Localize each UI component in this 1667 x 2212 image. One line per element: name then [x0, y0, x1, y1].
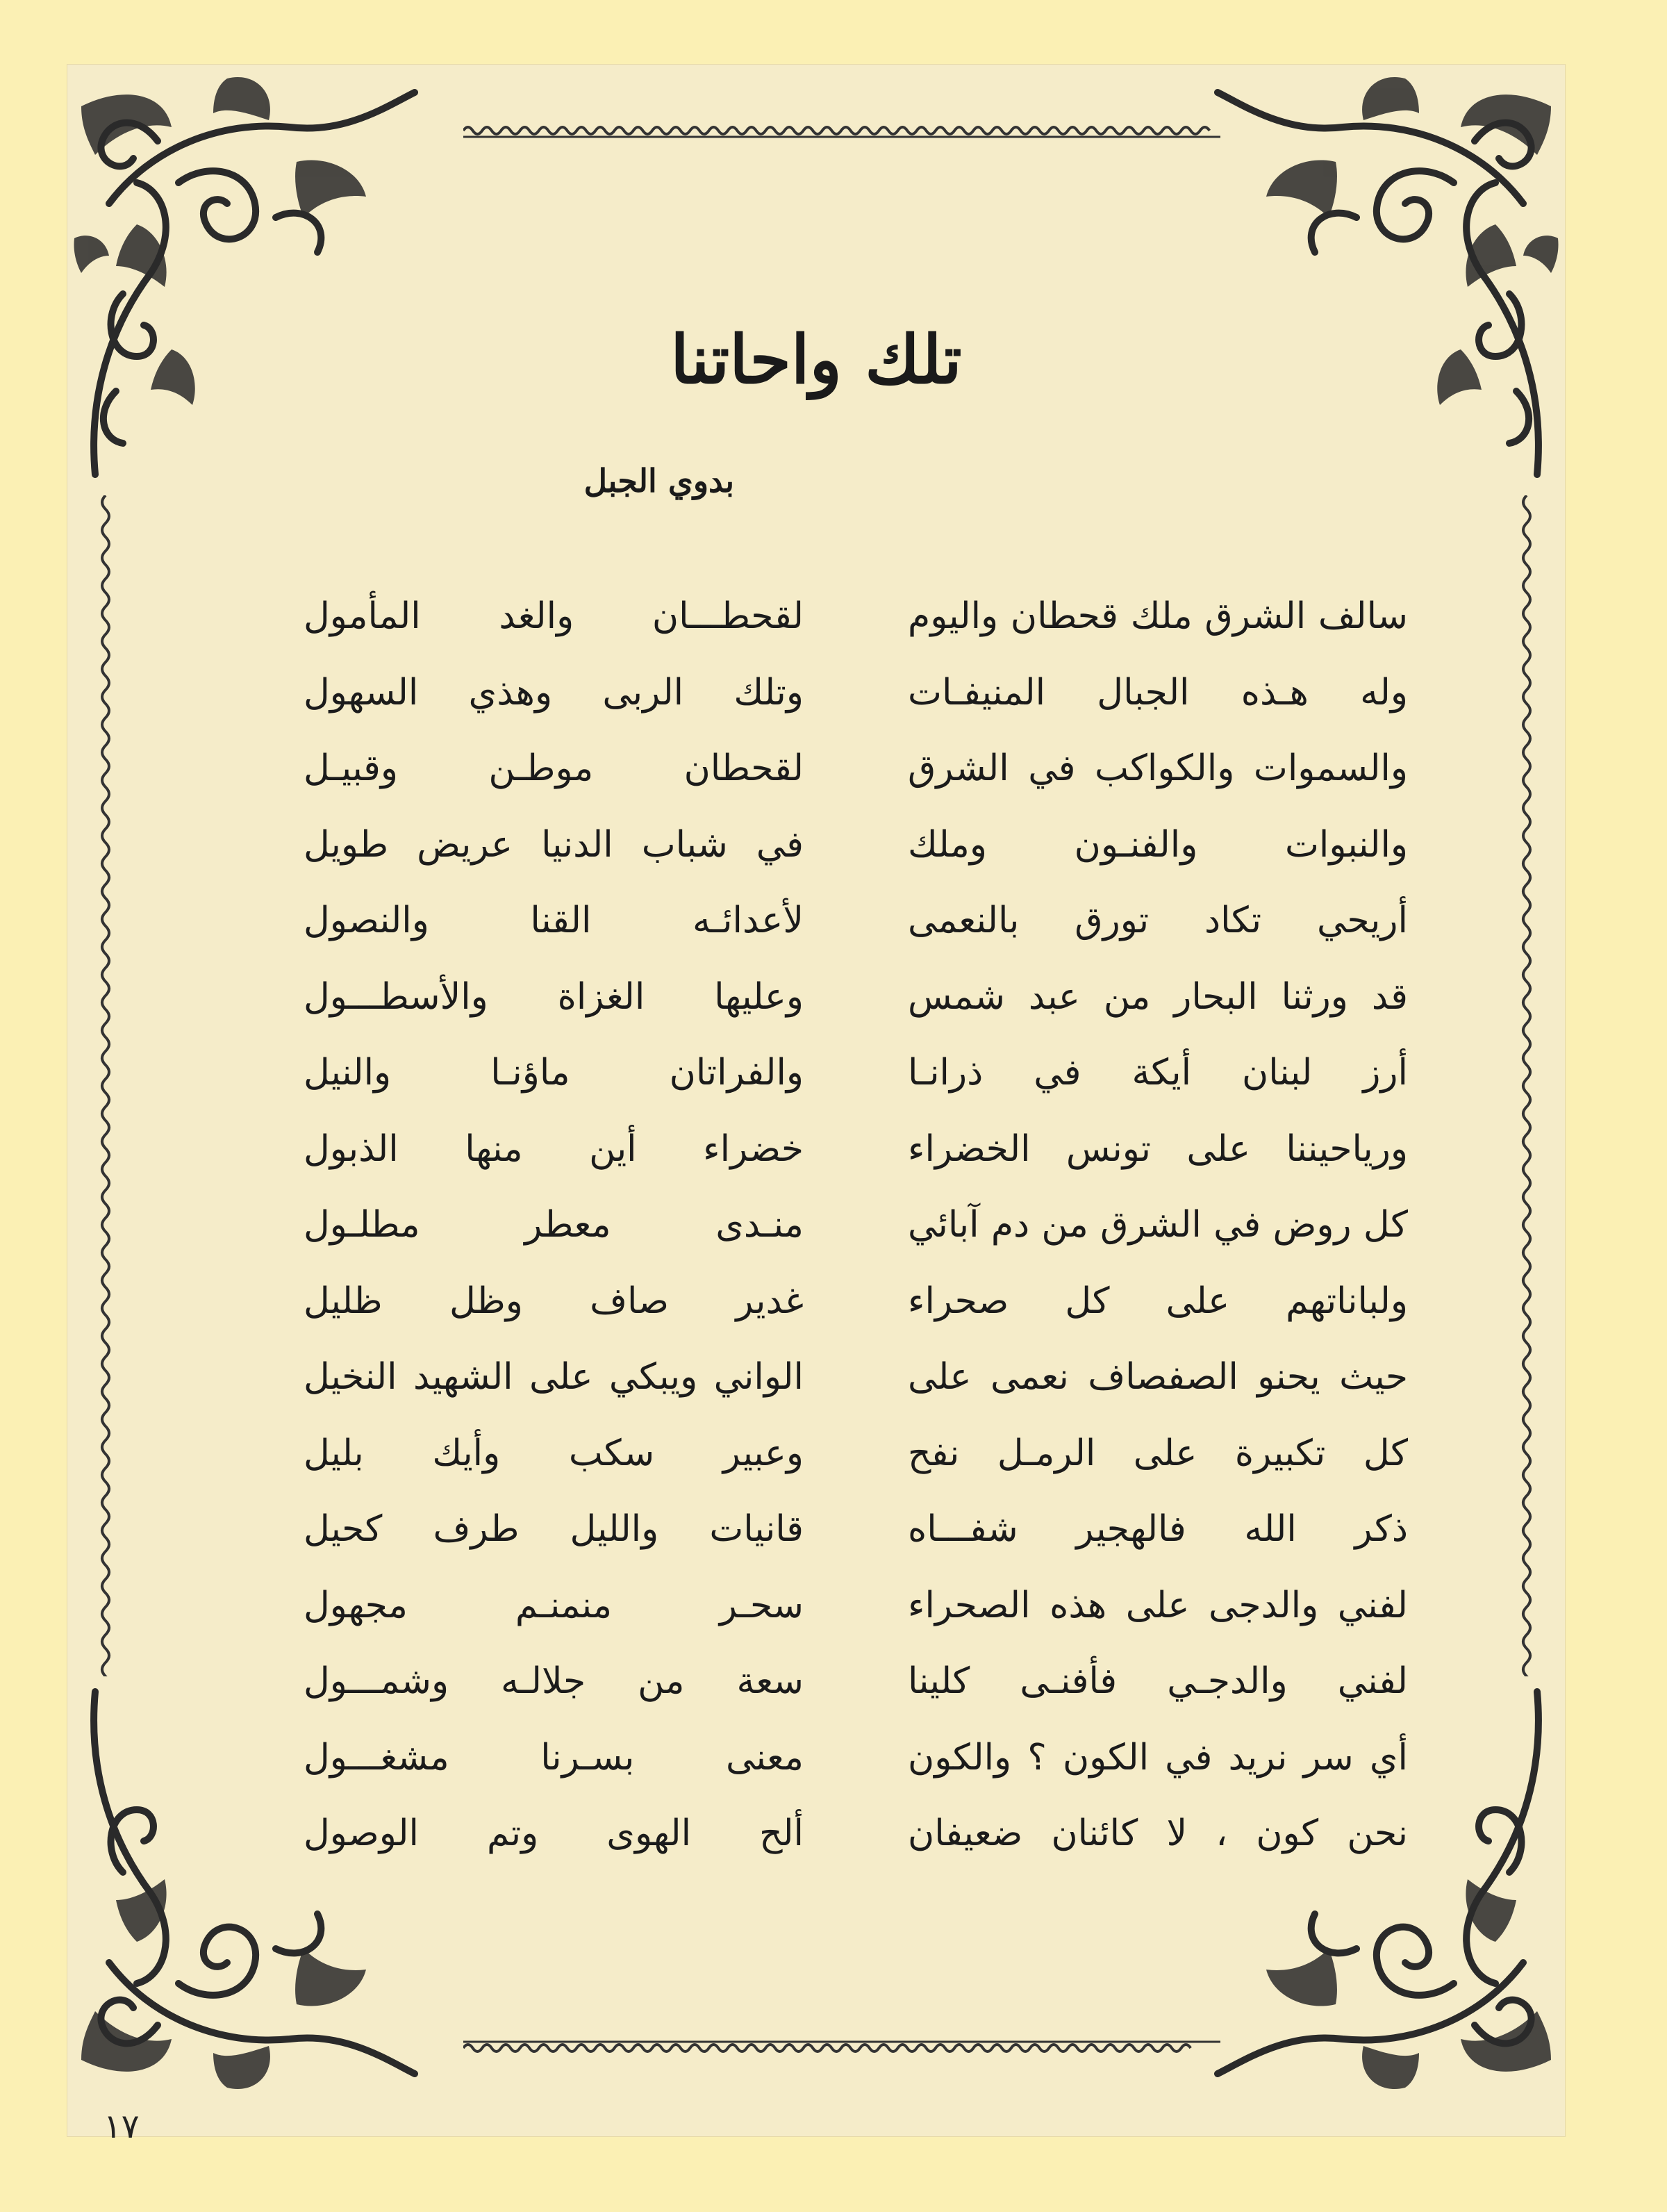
verse-second-hemistich: لأعدائـه القنا والنصول — [304, 900, 804, 941]
verse-first-hemistich: وله هـذه الجبال المنيفـات — [908, 671, 1408, 713]
corner-ornament-top-left — [67, 65, 429, 495]
verse-first-hemistich: كل تكبيرة على الرمـل نفح — [908, 1432, 1408, 1474]
verse-second-hemistich: الواني ويبكي على الشهيد النخيل — [304, 1356, 804, 1398]
verse-column-second-hemistich — [304, 579, 804, 1872]
verse-first-hemistich: قد ورثنا البحار من عبد شمس — [908, 975, 1408, 1018]
verse-first-hemistich: أي سر نريد في الكون ؟ والكون — [908, 1736, 1408, 1778]
verse-column-first-hemistich — [908, 579, 1408, 1872]
corner-ornament-top-right — [1204, 65, 1565, 495]
verse-first-hemistich: والنبوات والفنـون وملك — [908, 823, 1408, 866]
verse-second-hemistich: وعليها الغزاة والأسطـــول — [304, 975, 804, 1018]
verse-second-hemistich: سعة من جلالـه وشمـــول — [304, 1660, 804, 1702]
verse-first-hemistich: حيث يحنو الصفصاف نعمى على — [908, 1356, 1408, 1398]
floral-ornament-icon — [67, 65, 429, 495]
verse-second-hemistich: لقحطـــان والغد المأمول — [304, 595, 804, 637]
verse-second-hemistich: لقحطان موطـن وقبيـل — [304, 748, 804, 789]
verse-second-hemistich: معنى بسـرنا مشغـــول — [304, 1736, 804, 1778]
verse-second-hemistich: سحـر منمنـم مجهول — [304, 1584, 804, 1626]
floral-ornament-icon — [1204, 65, 1565, 495]
verse-second-hemistich: خضراء أين منها الذبول — [304, 1128, 804, 1170]
page-number: ١٧ — [103, 2107, 140, 2146]
verse-second-hemistich: وتلك الربى وهذي السهول — [304, 671, 804, 713]
verse-first-hemistich: أرز لبنان أيكة في ذرانـا — [908, 1052, 1408, 1093]
verse-first-hemistich: كل روض في الشرق من دم آبائي — [908, 1204, 1408, 1246]
verse-second-hemistich: والفراتان ماؤنـا والنيل — [304, 1052, 804, 1093]
page-sheet — [67, 64, 1566, 2146]
poem-title: تلك واحاتنا — [670, 320, 962, 399]
verse-first-hemistich: لفني والدجـي فأفنـى كلينا — [908, 1660, 1408, 1702]
verse-second-hemistich: غدير صاف وظل ظليل — [304, 1280, 804, 1322]
verse-first-hemistich: سالف الشرق ملك قحطان واليوم — [908, 595, 1408, 637]
verse-second-hemistich: ألح الهوى وتم الوصول — [304, 1813, 804, 1854]
verse-first-hemistich: والسموات والكواكب في الشرق — [908, 748, 1408, 789]
verse-second-hemistich: وعبير سكب وأيك بليل — [304, 1432, 804, 1474]
verse-first-hemistich: ورياحيننا على تونس الخضراء — [908, 1128, 1408, 1170]
poem-author: بدوي الجبل — [583, 462, 734, 500]
wavy-border-left — [95, 495, 116, 1676]
verse-first-hemistich: ولباناتهم على كل صحراء — [908, 1280, 1408, 1322]
verse-second-hemistich: قانيات والليل طرف كحيل — [304, 1508, 804, 1550]
verse-second-hemistich: منـدى معطر مطلـول — [304, 1204, 804, 1246]
verse-first-hemistich: لفني والدجى على هذه الصحراء — [908, 1584, 1408, 1626]
verse-second-hemistich: في شباب الدنيا عريض طويل — [304, 823, 804, 866]
verse-first-hemistich: ذكر الله فالهجير شفـــاه — [908, 1508, 1408, 1550]
wavy-border-right — [1516, 495, 1537, 1676]
verse-first-hemistich: نحن كون ، لا كائنان ضعيفان — [908, 1813, 1409, 1854]
verse-first-hemistich: أريحي تكاد تورق بالنعمى — [908, 900, 1408, 941]
wavy-border-top — [463, 120, 1220, 141]
wavy-border-bottom — [463, 2038, 1220, 2058]
